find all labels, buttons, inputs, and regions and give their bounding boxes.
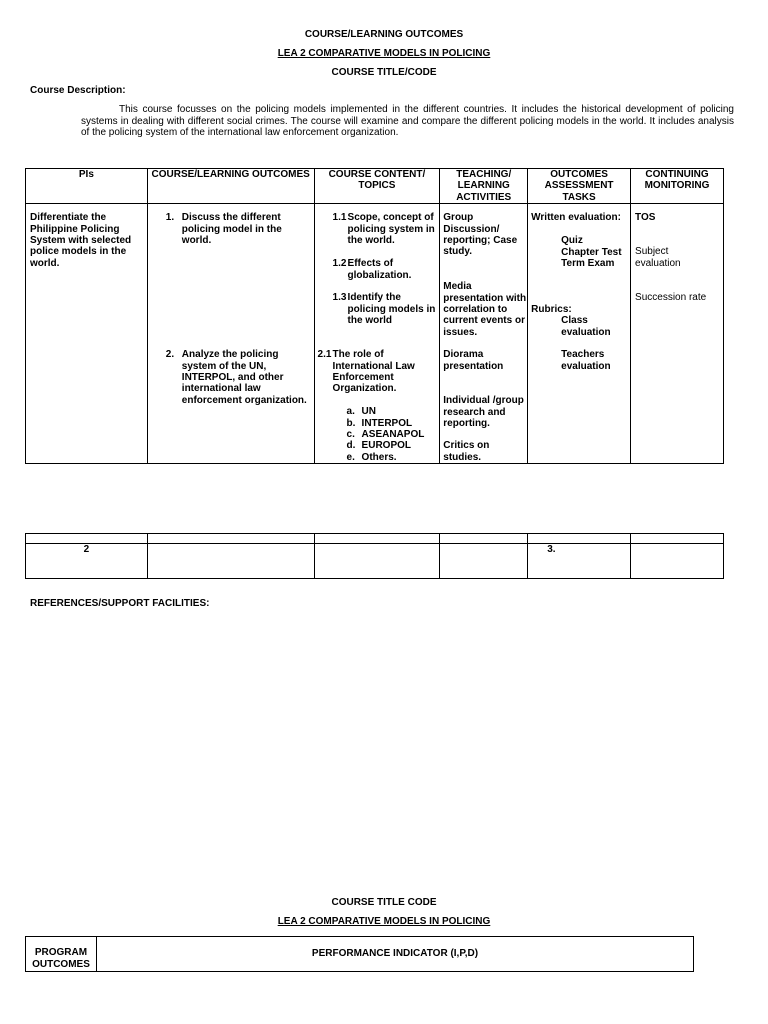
- subtopic-c-text: ASEANAPOL: [361, 429, 425, 440]
- subtopic-d-letter: d.: [346, 440, 356, 452]
- pis-text: Differentiate the Philippine Policing System with selected police models in the world.: [30, 212, 132, 269]
- course-name: LEA 2 COMPARATIVE MODELS IN POLICING: [277, 48, 491, 59]
- subtopic-a-letter: a.: [346, 406, 355, 418]
- rubric-teachers-evaluation: Teachers evaluation: [561, 349, 611, 372]
- rubrics-label: Rubrics:: [531, 304, 572, 316]
- header-monitoring: CONTINUING MONITORING: [631, 169, 724, 204]
- performance-indicator-header: PERFORMANCE INDICATOR (I,P,D): [96, 937, 693, 972]
- activity-research: Individual /group research and reporting.: [443, 395, 524, 430]
- assessment-cell: [528, 204, 631, 464]
- subtopic-e-letter: e.: [346, 451, 355, 463]
- header-course-outcomes: COURSE/LEARNING OUTCOMES: [147, 169, 314, 204]
- monitoring-succession-rate: Succession rate: [635, 292, 707, 304]
- outcome-2-text: Analyze the policing system of the UN, INTERPOL, and other international law enforcement organization.: [181, 349, 307, 406]
- outcome-1-number: 1.: [165, 212, 175, 224]
- outcome-1-text: Discuss the different policing model in the world.: [181, 212, 282, 247]
- monitoring-subject-evaluation: Subject evaluation: [635, 246, 681, 269]
- rubric-class-evaluation: Class evaluation: [561, 315, 611, 338]
- program-outcomes-table: [25, 936, 694, 972]
- written-item-quiz: Quiz: [561, 235, 583, 247]
- subtopic-c-letter: c.: [346, 429, 355, 440]
- program-outcomes-header: PROGRAM OUTCOMES: [26, 937, 97, 972]
- subtopic-d-text: EUROPOL: [361, 440, 411, 452]
- monitoring-cell: [631, 204, 724, 464]
- written-item-term-exam: Term Exam: [561, 258, 615, 270]
- header-assessment-tasks: OUTCOMES ASSESSMENT TASKS: [528, 169, 631, 204]
- references-label: REFERENCES/SUPPORT FACILITIES:: [30, 598, 210, 609]
- topic-1-3-text: Identify the policing models in the world: [347, 292, 436, 327]
- footer-course-name: LEA 2 COMPARATIVE MODELS IN POLICING: [277, 916, 491, 927]
- activity-media-presentation: Media presentation with correlation to current events or issues.: [443, 281, 527, 338]
- topics-cell: [314, 204, 440, 464]
- pis-cell: [26, 204, 148, 464]
- topic-2-1-number: 2.1: [317, 349, 332, 361]
- second-table-cell-3: 3.: [528, 544, 631, 579]
- course-description-label: Course Description:: [30, 85, 126, 96]
- written-evaluation-label: Written evaluation:: [531, 212, 621, 224]
- activity-group-discussion: Group Discussion/ reporting; Case study.: [443, 212, 518, 258]
- outcomes-cell: [147, 204, 314, 464]
- subtopic-list: [347, 406, 425, 463]
- subtopic-a-text: UN: [361, 406, 376, 418]
- header-pis: PIs: [26, 169, 148, 204]
- topic-1-2-number: 1.2: [332, 258, 347, 270]
- subtopic-b-text: INTERPOL: [361, 417, 413, 429]
- monitoring-tos: TOS: [635, 212, 656, 224]
- topic-1-1-number: 1.1: [332, 212, 347, 224]
- outcomes-table: [25, 168, 724, 464]
- written-items: [561, 235, 621, 269]
- course-description-text: This course focusses on the policing models implemented in the different countries. It includes the historical development of policing systems in dealing with different social crimes. The course will examine and compare the different policing models in the world. It includes analysis of the policing system of the international law enforcement organization.: [81, 104, 734, 138]
- written-item-chapter-test: Chapter Test: [561, 246, 622, 258]
- header-course-content: COURSE CONTENT/ TOPICS: [314, 169, 440, 204]
- course-title-code: COURSE TITLE/CODE: [331, 67, 437, 78]
- activity-diorama: Diorama presentation: [443, 349, 504, 372]
- topic-2-1-text: The role of International Law Enforcement Organization.: [332, 349, 415, 395]
- topic-1-2-text: Effects of globalization.: [347, 258, 412, 281]
- activities-cell: [440, 204, 528, 464]
- subtopic-b-letter: b.: [346, 417, 356, 429]
- second-table-cell-2: 2: [26, 544, 148, 579]
- footer-course-title-code: COURSE TITLE CODE: [331, 897, 437, 908]
- second-table: [25, 533, 724, 579]
- activity-critics: Critics on studies.: [443, 440, 490, 463]
- outcome-2-number: 2.: [165, 349, 175, 361]
- doc-title: COURSE/LEARNING OUTCOMES: [304, 29, 464, 40]
- header-teaching-activities: TEACHING/ LEARNING ACTIVITIES: [440, 169, 528, 204]
- topic-1-3-number: 1.3: [332, 292, 347, 304]
- topic-1-1-text: Scope, concept of policing system in the world.: [347, 212, 435, 247]
- subtopic-e-text: Others.: [361, 451, 397, 463]
